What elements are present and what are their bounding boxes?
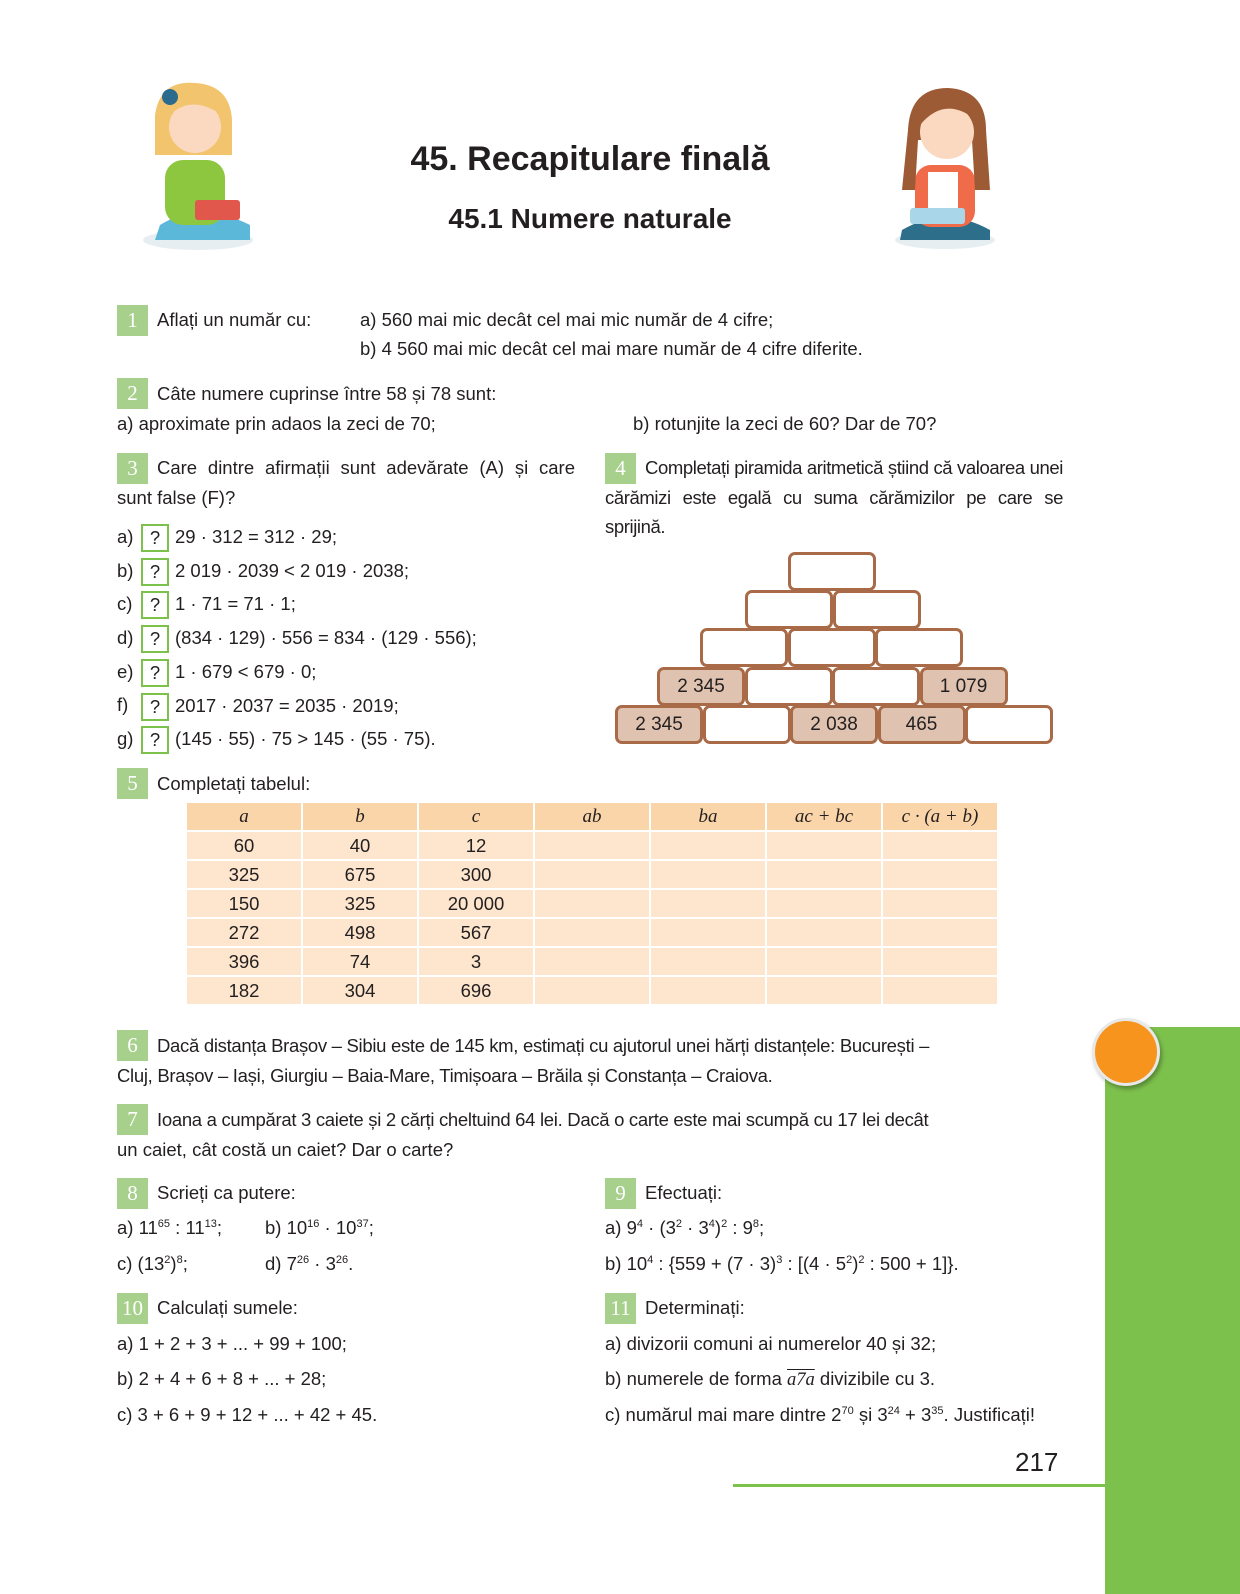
exponent: 16 (307, 1217, 320, 1230)
table-cell-blank[interactable] (883, 890, 997, 919)
table-cell-blank[interactable] (651, 890, 765, 919)
item-label: g) (117, 728, 134, 750)
exercise-8-prompt: Scrieți ca putere: (157, 1182, 296, 1203)
pyramid-brick-empty[interactable] (745, 590, 833, 629)
item-label: d) (117, 626, 134, 648)
text-segment: ; (182, 1253, 188, 1274)
pyramid-brick-empty[interactable] (965, 705, 1053, 744)
table-cell-blank[interactable] (651, 832, 765, 861)
statement-expression: (145 · 55) · 75 > 145 · (55 · 75). (175, 728, 436, 750)
b-prefix: b) numerele de forma (605, 1368, 788, 1389)
table-cell: 182 (187, 977, 301, 1006)
exercise-number-badge: 6 (117, 1030, 148, 1061)
text-segment: : 500 + 1]}. (864, 1253, 959, 1274)
table-cell: 300 (419, 861, 533, 890)
statement-expression: 1 · 679 < 679 · 0; (175, 660, 317, 682)
text-segment: · (3 (643, 1217, 676, 1238)
exercise-6-line-1: Dacă distanța Brașov – Sibiu este de 145 km, estimați cu ajutorul unei hărți distanțele: București – (157, 1035, 930, 1056)
statement-expression: 2017 · 2037 = 2035 · 2019; (175, 694, 399, 716)
statement-expression: 2 019 · 2039 < 2 019 · 2038; (175, 559, 410, 581)
table-header-cell: a (187, 803, 301, 832)
exercise-number-badge: 5 (117, 768, 148, 799)
exponent: 2 (846, 1253, 853, 1266)
table-cell: 74 (303, 948, 417, 977)
table-cell-blank[interactable] (883, 977, 997, 1006)
table-cell-blank[interactable] (651, 861, 765, 890)
exponent: 4 (647, 1253, 654, 1266)
text-segment: ) (852, 1253, 859, 1274)
exponent: 13 (204, 1217, 217, 1230)
exercise-number-badge: 10 (117, 1293, 148, 1324)
text-segment: b) 10 (605, 1253, 648, 1274)
text-segment: c) (13 (117, 1253, 165, 1274)
exercise-1-b: b) 4 560 mai mic decât cel mai mare număr de 4 cifre diferite. (360, 338, 863, 359)
pyramid-brick-filled: 1 079 (920, 667, 1008, 706)
pyramid-brick-empty[interactable] (745, 667, 833, 706)
text-segment: : 11 (170, 1217, 205, 1238)
table-cell: 696 (419, 977, 533, 1006)
pyramid-brick-filled: 2 345 (615, 705, 703, 744)
exercise-11-b (605, 1367, 935, 1392)
exercise-6-line-2: Cluj, Brașov – Iași, Giurgiu – Baia-Mare, Timișoara – Brăila și Constanța – Craiova. (117, 1065, 773, 1086)
table-cell-blank[interactable] (535, 919, 649, 948)
table-row (187, 948, 997, 977)
table-cell-blank[interactable] (767, 948, 881, 977)
table-cell-blank[interactable] (883, 861, 997, 890)
pyramid-brick-filled: 465 (878, 705, 966, 744)
table-header-cell: ac + bc (767, 803, 881, 832)
exercise-9-b (605, 1252, 959, 1276)
text-segment: ; (368, 1217, 374, 1238)
exponent: 24 (887, 1404, 900, 1417)
table-cell-blank[interactable] (883, 832, 997, 861)
table-cell: 567 (419, 919, 533, 948)
table-cell: 150 (187, 890, 301, 919)
text-segment: · 10 (319, 1217, 357, 1238)
answer-box[interactable]: ? (141, 693, 169, 721)
exponent: 26 (296, 1253, 310, 1266)
text-segment: · 3 (309, 1253, 336, 1274)
pyramid-brick-empty[interactable] (875, 628, 963, 667)
exponent: 4 (636, 1217, 644, 1230)
exercise-4-prompt: Completați piramida aritmetică știind că valoarea unei cărămizi este egală cu suma cărămizilor pe care se sprijină. (605, 457, 1063, 537)
table-cell-blank[interactable] (883, 919, 997, 948)
item-label: e) (117, 660, 134, 682)
answer-box[interactable]: ? (141, 659, 169, 687)
exercise-10-prompt: Calculați sumele: (157, 1297, 298, 1318)
answer-box[interactable]: ? (141, 625, 169, 653)
table-cell: 325 (303, 890, 417, 919)
exercise-5-table (185, 803, 999, 1006)
statement-item (117, 726, 436, 754)
exercise-9-a (605, 1216, 764, 1240)
table-cell: 498 (303, 919, 417, 948)
answer-box[interactable]: ? (141, 524, 169, 552)
table-cell-blank[interactable] (767, 919, 881, 948)
exponent: 37 (356, 1217, 369, 1230)
statement-item (117, 625, 477, 653)
table-cell-blank[interactable] (767, 832, 881, 861)
exponent: 2 (675, 1217, 683, 1230)
orange-circle-decoration (1092, 1018, 1160, 1086)
exponent: 65 (157, 1217, 171, 1230)
exercise-11-a: a) divizorii comuni ai numerelor 40 și 32; (605, 1333, 937, 1354)
answer-box[interactable]: ? (141, 591, 169, 619)
exercise-8-c (117, 1252, 188, 1276)
exercise-2-prompt: Câte numere cuprinse între 58 și 78 sunt: (157, 383, 497, 404)
text-segment: a) 9 (605, 1217, 637, 1238)
text-segment: ; (759, 1217, 765, 1238)
pyramid-brick-empty[interactable] (700, 628, 788, 667)
table-row (187, 919, 997, 948)
text-segment: : [(4 · 5 (782, 1253, 847, 1274)
exercise-8-a (117, 1216, 222, 1240)
exercise-2-b: b) rotunjite la zeci de 60? Dar de 70? (633, 413, 937, 434)
exponent: 2 (858, 1253, 865, 1266)
table-cell: 304 (303, 977, 417, 1006)
table-cell-blank[interactable] (535, 890, 649, 919)
text-segment: . (348, 1253, 354, 1274)
table-cell-blank[interactable] (767, 890, 881, 919)
page-title: 45. Recapitulare finală (410, 140, 770, 178)
exponent: 2 (164, 1253, 171, 1266)
table-cell-blank[interactable] (883, 948, 997, 977)
exponent: 35 (931, 1404, 944, 1417)
table-cell: 3 (419, 948, 533, 977)
exponent: 2 (721, 1217, 728, 1230)
footer-line (733, 1484, 1105, 1487)
pyramid-brick-empty[interactable] (703, 705, 791, 744)
pyramid-brick-filled: 2 345 (657, 667, 745, 706)
exercise-number-badge: 9 (605, 1178, 636, 1209)
pyramid-brick-empty[interactable] (788, 628, 876, 667)
table-cell-blank[interactable] (535, 832, 649, 861)
b-suffix: divizibile cu 3. (814, 1368, 936, 1389)
table-header-cell: b (303, 803, 417, 832)
exponent: 4 (708, 1217, 715, 1230)
text-segment: ) (714, 1217, 722, 1238)
exercise-1-a: a) 560 mai mic decât cel mai mic număr de 4 cifre; (360, 309, 774, 330)
exponent: 26 (335, 1253, 349, 1266)
table-row (187, 977, 997, 1006)
exercise-number-badge: 4 (605, 453, 636, 484)
text-segment: și 3 (853, 1404, 888, 1425)
exercise-7-line-1: Ioana a cumpărat 3 caiete și 2 cărți cheltuind 64 lei. Dacă o carte este mai scumpă cu 17 lei decât (157, 1109, 929, 1130)
exponent: 8 (176, 1253, 183, 1266)
exercise-number-badge: 7 (117, 1104, 148, 1135)
table-cell-blank[interactable] (651, 948, 765, 977)
text-segment: b) 10 (265, 1217, 308, 1238)
table-row (187, 890, 997, 919)
overlined-number: a7a (787, 1370, 815, 1390)
statement-item (117, 591, 296, 619)
item-label: b) (117, 559, 134, 581)
exercise-1-prompt: Aflați un număr cu: (157, 309, 312, 330)
table-header-cell: ab (535, 803, 649, 832)
table-header-cell: c · (a + b) (883, 803, 997, 832)
exercise-number-badge: 11 (605, 1293, 636, 1324)
table-cell: 325 (187, 861, 301, 890)
table-cell: 12 (419, 832, 533, 861)
table-cell: 675 (303, 861, 417, 890)
item-label: f) (117, 694, 129, 716)
table-cell: 40 (303, 832, 417, 861)
section-subtitle: 45.1 Numere naturale (448, 203, 732, 234)
item-label: c) (117, 593, 133, 615)
answer-box[interactable]: ? (141, 726, 169, 754)
exercise-10-b: b) 2 + 4 + 6 + 8 + ... + 28; (117, 1368, 327, 1389)
statement-expression: (834 · 129) · 556 = 834 · (129 · 556); (175, 626, 477, 648)
table-cell-blank[interactable] (535, 861, 649, 890)
pyramid-brick-filled: 2 038 (790, 705, 878, 744)
text-segment: + 3 (899, 1404, 932, 1425)
text-segment: ; (216, 1217, 223, 1238)
exercise-11-c (605, 1403, 1035, 1427)
exercise-8-b (265, 1216, 374, 1240)
statement-expression: 29 · 312 = 312 · 29; (175, 525, 337, 547)
statement-item (117, 693, 399, 721)
statement-expression: 1 · 71 = 71 · 1; (175, 593, 296, 615)
exercise-10-c: c) 3 + 6 + 9 + 12 + ... + 42 + 45. (117, 1404, 378, 1425)
exercise-5-prompt: Completați tabelul: (157, 773, 311, 794)
text-segment: · 3 (682, 1217, 709, 1238)
text-segment: d) 7 (265, 1253, 297, 1274)
text-segment: : {559 + (7 · 3) (653, 1253, 777, 1274)
exercise-10-a: a) 1 + 2 + 3 + ... + 99 + 100; (117, 1333, 347, 1354)
exponent: 3 (776, 1253, 783, 1266)
table-row (187, 861, 997, 890)
table-cell-blank[interactable] (651, 919, 765, 948)
exercise-number-badge: 8 (117, 1178, 148, 1209)
item-label: a) (117, 525, 134, 547)
text-segment: a) 11 (117, 1217, 158, 1238)
table-header-cell: c (419, 803, 533, 832)
text-segment: ) (170, 1253, 177, 1274)
exercise-number-badge: 1 (117, 305, 148, 336)
text-segment: c) numărul mai mare dintre 2 (605, 1404, 842, 1425)
text-segment: . Justificați! (943, 1404, 1036, 1425)
exercise-2-a: a) aproximate prin adaos la zeci de 70; (117, 413, 436, 434)
table-cell: 396 (187, 948, 301, 977)
exercise-number-badge: 3 (117, 453, 148, 484)
exercise-8-d (265, 1252, 353, 1276)
text-segment: : 9 (727, 1217, 753, 1238)
table-header-cell: ba (651, 803, 765, 832)
exercise-number-badge: 2 (117, 378, 148, 409)
pyramid-brick-empty[interactable] (833, 590, 921, 629)
exercise-7-line-2: un caiet, cât costă un caiet? Dar o carte? (117, 1139, 454, 1160)
green-side-band (1105, 1027, 1240, 1594)
statement-item (117, 558, 409, 586)
table-row (187, 832, 997, 861)
statement-item (117, 659, 316, 687)
table-cell-blank[interactable] (767, 977, 881, 1006)
pyramid-brick-empty[interactable] (832, 667, 920, 706)
table-cell: 60 (187, 832, 301, 861)
answer-box[interactable]: ? (141, 558, 169, 586)
pyramid-brick-empty[interactable] (788, 552, 876, 591)
exercise-9-prompt: Efectuați: (645, 1182, 723, 1203)
table-cell-blank[interactable] (767, 861, 881, 890)
page-number: 217 (1015, 1447, 1059, 1477)
exercise-3-prompt: Care dintre afirmații sunt adevărate (A) și care sunt false (F)? (117, 457, 575, 508)
table-cell: 272 (187, 919, 301, 948)
exercise-11-prompt: Determinați: (645, 1297, 745, 1318)
table-cell: 20 000 (419, 890, 533, 919)
table-cell-blank[interactable] (535, 948, 649, 977)
exponent: 8 (752, 1217, 760, 1230)
table-cell-blank[interactable] (535, 977, 649, 1006)
table-cell-blank[interactable] (651, 977, 765, 1006)
exponent: 70 (841, 1404, 854, 1417)
statement-item (117, 524, 337, 552)
